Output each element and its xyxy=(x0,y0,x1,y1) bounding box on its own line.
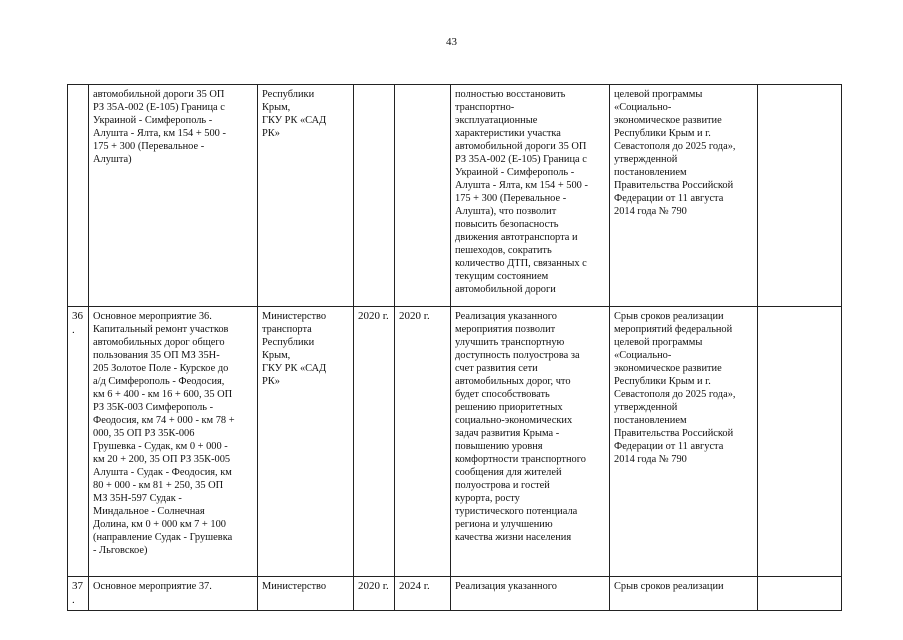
cell-executor xyxy=(258,307,354,577)
table-row xyxy=(68,307,842,577)
expected-result-text: Реализация указанного мероприятия позволит улучшить транспортную доступность полуострова за счет развития сети автомобильных дорог, что будет способствовать решению приоритетных социально-экономических задач развития Крыма - повышению уровня комфортности транспортного сообщения для жителей полуострова и гостей курорта, росту туристического потенциала региона и улучшению качества жизни населения xyxy=(455,311,586,543)
expected-result-text: Реализация указанного xyxy=(455,581,557,592)
cell-measure-name xyxy=(89,577,258,611)
cell-links xyxy=(758,307,842,577)
consequences-text: Срыв сроков реализации xyxy=(614,581,724,592)
cell-measure-name xyxy=(89,307,258,577)
expected-result-text: полностью восстановить транспортно- эксплуатационные характеристики участка автомобильной дороги 35 ОП РЗ 35А-002 (Е-105) Граница с Украиной - Симферополь - Алушта - Ялта, км 154 + 500 - 175 + 300 (Перевальное - Алушта), что позволит повысить безопасность движения автотранспорта и пешеходов, сократить количество ДТП, связанных с текущим состоянием автомобильной дороги xyxy=(455,89,588,295)
cell-consequences xyxy=(610,85,758,307)
cell-consequences xyxy=(610,577,758,611)
cell-consequences xyxy=(610,307,758,577)
consequences-text: Срыв сроков реализации мероприятий федеральной целевой программы «Социально- экономическое развитие Республики Крым и г. Севастополя до 2025 года», утвержденной постановлением Правительства Российской Федерации от 11 августа 2014 года № 790 xyxy=(614,311,736,465)
measures-table xyxy=(67,84,842,611)
executor-text: Республики Крым, ГКУ РК «САД РК» xyxy=(262,89,327,139)
cell-links xyxy=(758,85,842,307)
cell-end-year: 2020 г. xyxy=(395,307,451,577)
cell-executor xyxy=(258,85,354,307)
consequences-text: целевой программы «Социально- экономическое развитие Республики Крым и г. Севастополя до 2025 года», утвержденной постановлением Правительства Российской Федерации от 11 августа 2014 года № 790 xyxy=(614,89,736,217)
measure-name-text: Основное мероприятие 37. xyxy=(93,581,212,592)
table-row xyxy=(68,577,842,611)
cell-end-year: 2024 г. xyxy=(395,577,451,611)
measure-name-text: автомобильной дороги 35 ОП РЗ 35А-002 (Е-105) Граница с Украиной - Симферополь - Алушта - Ялта, км 154 + 500 - 175 + 300 (Перевальное - Алушта) xyxy=(93,89,226,165)
cell-number: 36. xyxy=(68,307,89,577)
cell-expected-result xyxy=(451,577,610,611)
cell-expected-result xyxy=(451,307,610,577)
cell-expected-result xyxy=(451,85,610,307)
cell-measure-name xyxy=(89,85,258,307)
cell-links xyxy=(758,577,842,611)
page-number: 43 xyxy=(446,36,457,48)
measure-name-text: Основное мероприятие 36. Капитальный ремонт участков автомобильных дорог общего пользования 35 ОП МЗ 35Н- 205 Золотое Поле - Курское до а/д Симферополь - Феодосия, км 6 + 400 - км 16 + 600, 35 ОП РЗ 35К-003 Симферополь - Феодосия, км 74 + 000 - км 78 + 000, 35 ОП РЗ 35К-006 Грушевка - Судак, км 0 + 000 - км 20 + 200, 35 ОП РЗ 35К-005 Алушта - Судак - Феодосия, км 80 + 000 - км 81 + 250, 35 ОП МЗ 35Н-597 Судак - Миндальное - Солнечная Долина, км 0 + 000 км 7 + 100 (направление Судак - Грушевка - Льговское) xyxy=(93,311,235,556)
executor-text: Министерство транспорта Республики Крым, ГКУ РК «САД РК» xyxy=(262,311,327,387)
cell-executor xyxy=(258,577,354,611)
cell-number xyxy=(68,85,89,307)
executor-text: Министерство xyxy=(262,581,327,592)
cell-number: 37. xyxy=(68,577,89,611)
cell-start-year: 2020 г. xyxy=(354,307,395,577)
cell-start-year: 2020 г. xyxy=(354,577,395,611)
table-row xyxy=(68,85,842,307)
cell-end-year xyxy=(395,85,451,307)
cell-start-year xyxy=(354,85,395,307)
